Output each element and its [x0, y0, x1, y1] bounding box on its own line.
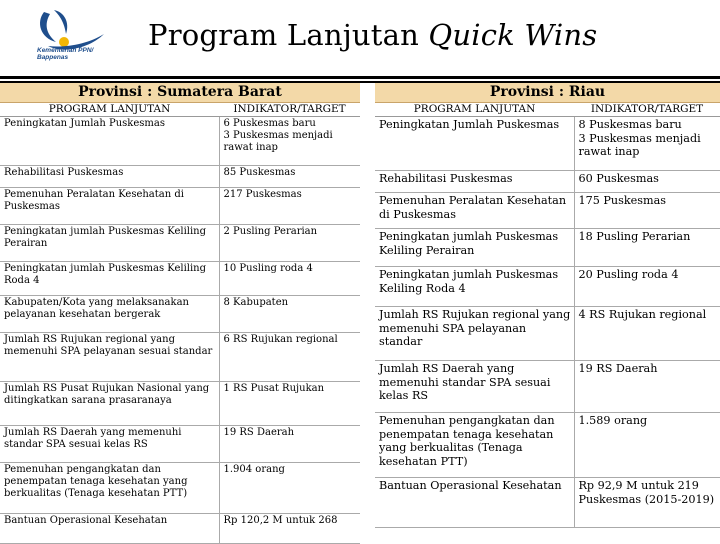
table-row	[0, 463, 360, 514]
program-cell: Rehabilitasi Puskesmas	[375, 171, 574, 193]
logo-caption	[37, 47, 93, 61]
program-cell: Pemenuhan pengangkatan dan penempatan tenaga kesehatan yang berkualitas (Tenaga kesehatan PTT)	[0, 463, 219, 514]
indikator-cell: Rp 120,2 M untuk 268	[219, 514, 360, 544]
table-row	[375, 117, 720, 171]
program-cell: Bantuan Operasional Kesehatan	[375, 478, 574, 528]
program-cell: Peningkatan jumlah Puskesmas Keliling Perairan	[375, 229, 574, 267]
table-row	[0, 514, 360, 544]
title-main: Program Lanjutan	[148, 18, 419, 52]
program-table	[0, 103, 360, 544]
table-row	[375, 229, 720, 267]
program-cell: Peningkatan Jumlah Puskesmas	[0, 117, 219, 166]
table-row	[0, 333, 360, 382]
indikator-cell: 85 Puskesmas	[219, 166, 360, 188]
province-header: Provinsi : Sumatera Barat	[0, 83, 360, 103]
table-header-row	[0, 103, 360, 117]
page-title	[148, 18, 597, 52]
indikator-cell: 175 Puskesmas	[574, 193, 720, 229]
table-row	[375, 307, 720, 361]
table-row	[375, 361, 720, 413]
table-row	[0, 296, 360, 333]
program-cell: Jumlah RS Daerah yang memenuhi standar SPA sesuai kelas RS	[375, 361, 574, 413]
table-header-row	[375, 103, 720, 117]
indikator-cell: 8 Puskesmas baru 3 Puskesmas menjadi rawat inap	[574, 117, 720, 171]
logo-line-2: Bappenas	[37, 54, 69, 61]
indikator-cell: 6 Puskesmas baru 3 Puskesmas menjadi rawat inap	[219, 117, 360, 166]
program-cell: Jumlah RS Rujukan regional yang memenuhi SPA pelayanan sesuai standar	[0, 333, 219, 382]
program-cell: Peningkatan jumlah Puskesmas Keliling Perairan	[0, 225, 219, 262]
indikator-cell: 1.904 orang	[219, 463, 360, 514]
logo-line-1: Kementerian PPN/	[37, 47, 94, 54]
indikator-cell: 2 Pusling Perarian	[219, 225, 360, 262]
table-row	[0, 225, 360, 262]
indikator-cell: 10 Pusling roda 4	[219, 262, 360, 296]
program-cell: Jumlah RS Pusat Rujukan Nasional yang ditingkatkan sarana prasaranaya	[0, 382, 219, 426]
table-row	[375, 171, 720, 193]
indikator-cell: 8 Kabupaten	[219, 296, 360, 333]
panel-sumatera-barat	[0, 83, 360, 544]
indikator-cell: 217 Puskesmas	[219, 188, 360, 225]
panel-riau	[375, 83, 720, 528]
indikator-cell: 20 Pusling roda 4	[574, 267, 720, 307]
program-cell: Jumlah RS Daerah yang memenuhi standar SPA sesuai kelas RS	[0, 426, 219, 463]
table-row	[0, 262, 360, 296]
indikator-cell: 4 RS Rujukan regional	[574, 307, 720, 361]
table-row	[375, 478, 720, 528]
program-cell: Peningkatan jumlah Puskesmas Keliling Roda 4	[0, 262, 219, 296]
indikator-cell: 6 RS Rujukan regional	[219, 333, 360, 382]
table-row	[375, 193, 720, 229]
column-header-indikator: INDIKATOR/TARGET	[219, 103, 360, 117]
title-italic: Quick Wins	[428, 18, 598, 52]
table-row	[0, 166, 360, 188]
column-header-indikator: INDIKATOR/TARGET	[574, 103, 720, 117]
province-header: Provinsi : Riau	[375, 83, 720, 103]
table-row	[0, 117, 360, 166]
program-cell: Jumlah RS Rujukan regional yang memenuhi SPA pelayanan standar	[375, 307, 574, 361]
title-rule-thick	[0, 76, 720, 79]
table-row	[375, 267, 720, 307]
indikator-cell: 60 Puskesmas	[574, 171, 720, 193]
program-table	[375, 103, 720, 528]
program-cell: Pemenuhan pengangkatan dan penempatan tenaga kesehatan yang berkualitas (Tenaga kesehatan PTT)	[375, 413, 574, 478]
column-header-program: PROGRAM LANJUTAN	[0, 103, 219, 117]
program-cell: Pemenuhan Peralatan Kesehatan di Puskesmas	[375, 193, 574, 229]
column-header-program: PROGRAM LANJUTAN	[375, 103, 574, 117]
program-cell: Peningkatan jumlah Puskesmas Keliling Roda 4	[375, 267, 574, 307]
program-cell: Pemenuhan Peralatan Kesehatan di Puskesmas	[0, 188, 219, 225]
indikator-cell: 1.589 orang	[574, 413, 720, 478]
indikator-cell: Rp 92,9 M untuk 219 Puskesmas (2015-2019)	[574, 478, 720, 528]
indikator-cell: 18 Pusling Perarian	[574, 229, 720, 267]
table-row	[0, 426, 360, 463]
indikator-cell: 1 RS Pusat Rujukan	[219, 382, 360, 426]
table-row	[375, 413, 720, 478]
program-cell: Peningkatan Jumlah Puskesmas	[375, 117, 574, 171]
table-row	[0, 188, 360, 225]
table-row	[0, 382, 360, 426]
indikator-cell: 19 RS Daerah	[574, 361, 720, 413]
program-cell: Kabupaten/Kota yang melaksanakan pelayanan kesehatan bergerak	[0, 296, 219, 333]
indikator-cell: 19 RS Daerah	[219, 426, 360, 463]
program-cell: Bantuan Operasional Kesehatan	[0, 514, 219, 544]
program-cell: Rehabilitasi Puskesmas	[0, 166, 219, 188]
